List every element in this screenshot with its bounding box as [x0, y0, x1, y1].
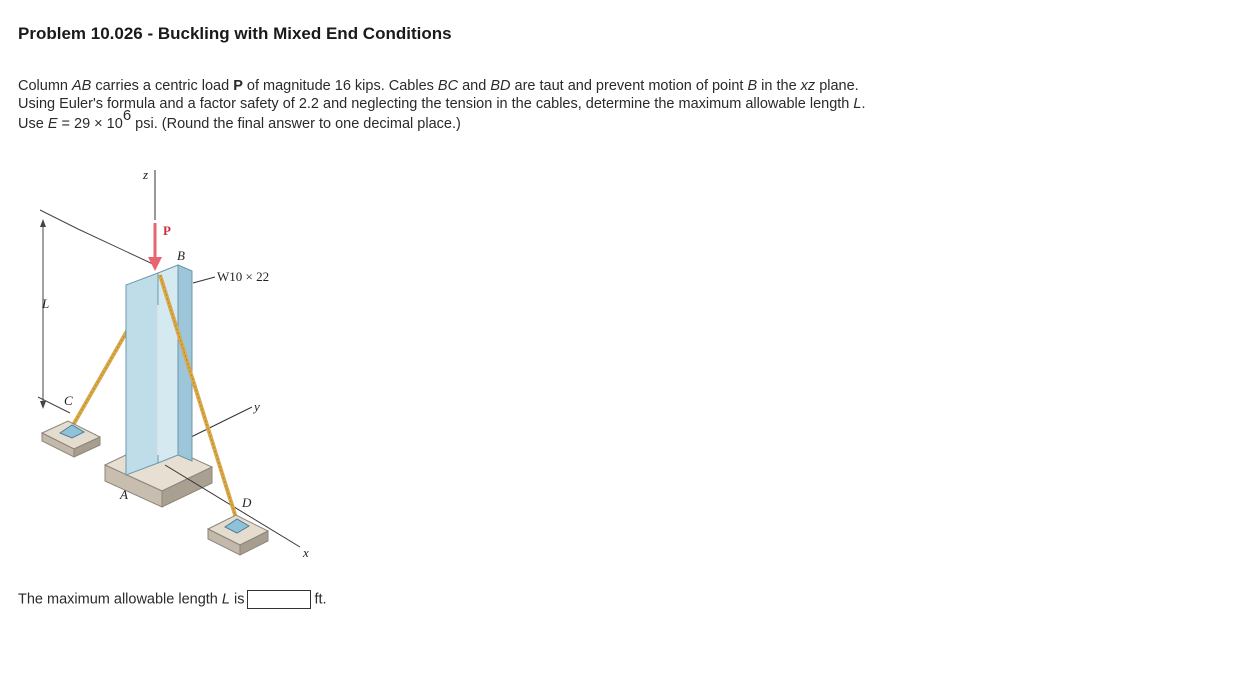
problem-title: Problem 10.026 - Buckling with Mixed End Conditions	[18, 24, 452, 43]
answer-is: is	[229, 591, 245, 608]
text: Use	[18, 116, 48, 132]
text: Column	[18, 78, 72, 94]
column-flange-front	[126, 273, 158, 475]
problem-statement-line-3	[18, 107, 461, 132]
label-x: x	[303, 545, 309, 560]
text: Using Euler's formula and a factor safety of 2.2 and neglecting the tension in the cables, determine the maximum allowable length	[18, 96, 854, 112]
text: carries a centric load	[91, 78, 234, 94]
text: of magnitude 16 kips. Cables	[242, 78, 438, 94]
var-xz: xz	[800, 78, 816, 94]
var-BC: BC	[437, 78, 459, 94]
label-B: B	[177, 248, 185, 263]
answer-prefix: The maximum allowable length	[18, 591, 222, 608]
var-P: P	[233, 78, 243, 94]
dimension-reference-line	[78, 229, 155, 265]
problem-statement-line-2	[18, 96, 866, 112]
var-B: B	[747, 78, 758, 94]
answer-input[interactable]	[247, 590, 311, 609]
column-flange-side	[178, 265, 192, 461]
column-figure	[30, 165, 330, 570]
section-leader	[193, 277, 215, 283]
answer-row	[18, 590, 327, 609]
label-z: z	[143, 167, 149, 182]
text: .	[861, 96, 866, 112]
dimension-arrow-top	[40, 219, 46, 227]
var-E: E	[47, 116, 58, 132]
text: are taut and prevent motion of point	[510, 78, 748, 94]
text: in the	[757, 78, 801, 94]
label-P: P	[163, 223, 171, 238]
exponent: 6	[122, 107, 132, 125]
text: = 29 × 10	[57, 116, 123, 132]
label-D: D	[242, 495, 252, 510]
problem-statement-line-1	[18, 78, 859, 94]
text: psi. (Round the final answer to one decimal place.)	[131, 116, 461, 132]
label-y: y	[254, 399, 260, 414]
var-BD: BD	[490, 78, 511, 94]
text: and	[458, 78, 491, 94]
label-section: W10 × 22	[217, 269, 270, 284]
dimension-extension-line	[40, 210, 78, 229]
y-axis	[185, 407, 252, 440]
answer-unit: ft.	[314, 591, 327, 608]
answer-var: L	[221, 591, 230, 608]
label-A: A	[120, 487, 128, 502]
var-L: L	[853, 96, 862, 112]
load-arrow-head	[148, 257, 162, 271]
var-AB: AB	[72, 78, 92, 94]
text: plane.	[815, 78, 859, 94]
label-C: C	[64, 393, 73, 408]
label-L: L	[42, 296, 50, 311]
dimension-arrow-bottom	[40, 401, 46, 409]
